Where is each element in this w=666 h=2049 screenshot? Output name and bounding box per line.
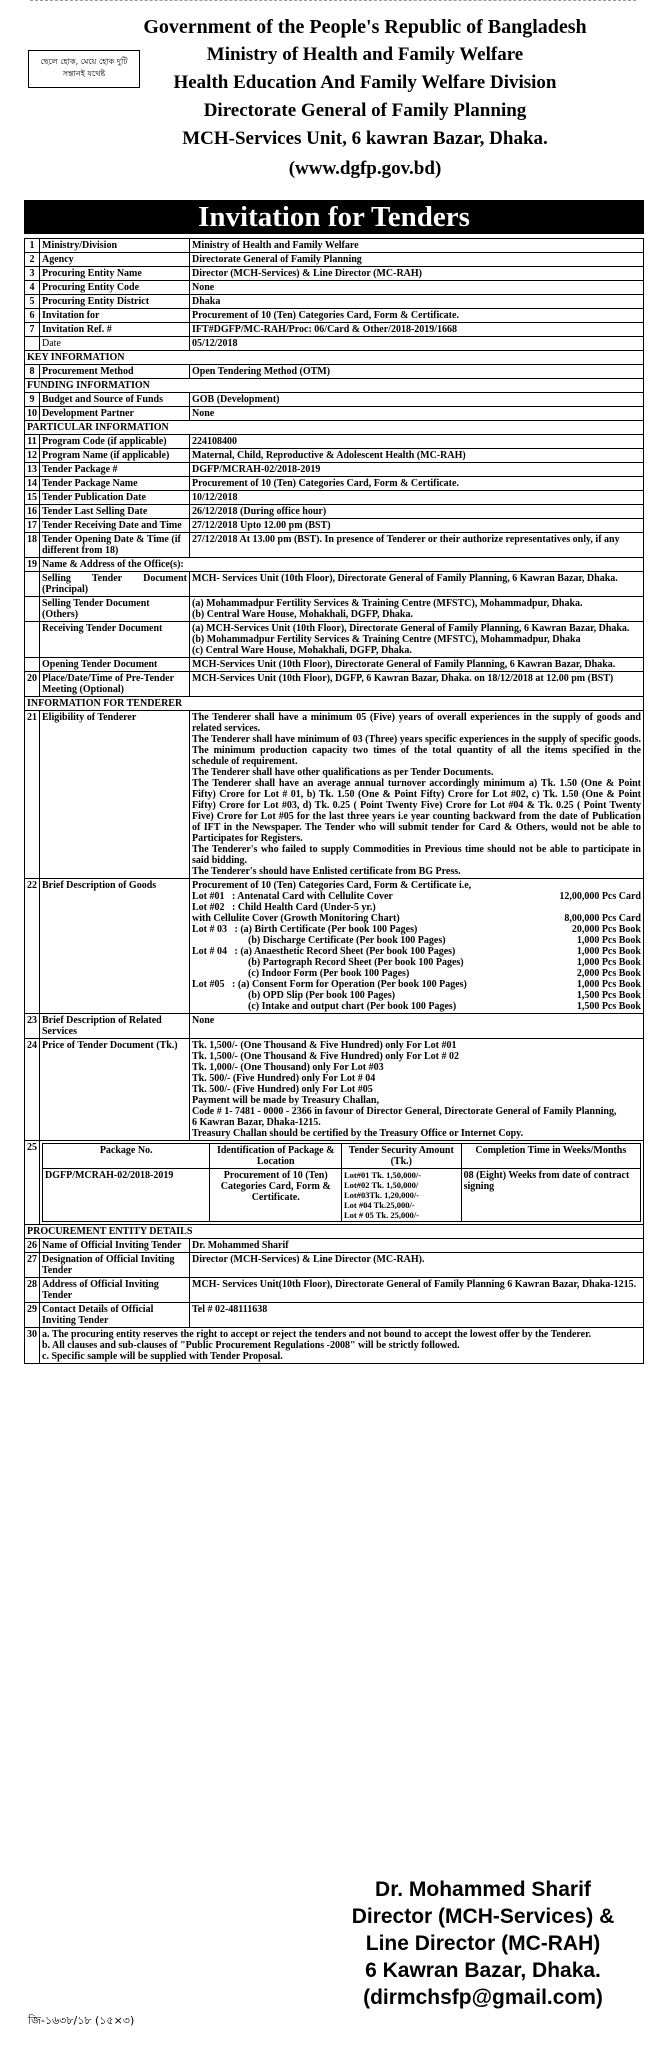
- table-row: [25, 1039, 644, 1141]
- package-number: DGFP/MCRAH-02/2018-2019: [43, 1169, 210, 1222]
- signature-designation-2: Line Director (MC-RAH): [365, 1932, 601, 1955]
- row-label: Ministry/Division: [40, 239, 190, 253]
- row-label: Invitation for: [40, 309, 190, 323]
- row-value: [190, 879, 644, 1014]
- header-website: (www.dgfp.gov.bd): [288, 158, 442, 179]
- table-row: [25, 295, 644, 309]
- package-header: Package No.: [43, 1144, 210, 1169]
- row-value: 26/12/2018 (During office hour): [190, 505, 644, 519]
- price-line: Tk. 1,000/- (One Thousand) only For Lot #03: [192, 1062, 384, 1073]
- row-value: Dr. Mohammed Sharif: [190, 1239, 644, 1253]
- table-row: [25, 365, 644, 379]
- lot-item: : (a) Anaesthetic Record Sheet (Per book 100 Pages): [234, 946, 456, 957]
- top-clipped-strip: [30, 0, 636, 6]
- lot-label: Lot # 03: [192, 924, 227, 935]
- goods-line: [192, 990, 641, 1001]
- value-line: (b) Central Ware House, Mohakhali, DGFP, Dhaka.: [192, 609, 413, 620]
- package-header: Identification of Package & Location: [210, 1144, 342, 1169]
- payment-line: 6 Kawran Bazar, Dhaka-1215.: [192, 1117, 321, 1128]
- row-label: Selling Tender Document (Principal): [40, 572, 190, 597]
- row-number: 12: [25, 449, 40, 463]
- row-number: 7: [25, 323, 40, 337]
- row-number: 14: [25, 477, 40, 491]
- row-number: 29: [25, 1303, 40, 1328]
- security-line: Lot#03Tk. 1,20,000/-: [343, 1190, 420, 1200]
- row-label: Contact Details of Official Inviting Tender: [40, 1303, 190, 1328]
- row-number: [25, 622, 40, 658]
- lot-item: : Antenatal Card with Cellulite Cover: [232, 891, 393, 902]
- page-title: Invitation for Tenders: [24, 200, 644, 234]
- header-directorate: Directorate General of Family Planning: [203, 100, 527, 121]
- table-row: [25, 463, 644, 477]
- row-value: [190, 597, 644, 622]
- table-row: [25, 711, 644, 879]
- eligibility-paragraph: The Tenderer shall have minimum of 03 (Three) years specific experiences in the supply of specific goods. The minimum production capacity two times of the total quantity of all the items specified in the schedule of requirement.: [192, 734, 641, 767]
- section-row: [25, 351, 644, 365]
- lot-qty: 1,500 Pcs Book: [576, 990, 641, 1001]
- tender-security: [341, 1169, 461, 1222]
- row-number: 25: [25, 1141, 40, 1225]
- row-label: Procuring Entity Code: [40, 281, 190, 295]
- row-value: IFT#DGFP/MC-RAH/Proc: 06/Card & Other/2018-2019/1668: [190, 323, 644, 337]
- row-number: 28: [25, 1278, 40, 1303]
- row-number: 24: [25, 1039, 40, 1141]
- row-label: Procurement Method: [40, 365, 190, 379]
- row-number: 6: [25, 309, 40, 323]
- lot-qty: 1,500 Pcs Book: [576, 1001, 641, 1012]
- tender-table: [24, 238, 644, 1364]
- price-line: Tk. 500/- (Five Hundred) only For Lot # 04: [192, 1073, 376, 1084]
- row-value: Tel # 02-48111638: [190, 1303, 644, 1328]
- condition-line: b. All clauses and sub-clauses of "Public Procurement Regulations -2008" will be strictly followed.: [42, 1340, 460, 1351]
- row-number: [25, 658, 40, 672]
- package-data-row: [43, 1169, 641, 1222]
- section-row: [25, 1225, 644, 1239]
- table-row: [25, 239, 644, 253]
- security-line: Lot#01 Tk. 1,50,000/-: [343, 1170, 422, 1180]
- header-unit: MCH-Services Unit, 6 kawran Bazar, Dhaka.: [182, 128, 548, 149]
- lot-label: Lot #05: [192, 979, 225, 990]
- row-value: GOB (Development): [190, 393, 644, 407]
- lot-item: (b) Discharge Certificate (Per book 100 Pages): [248, 935, 446, 946]
- lot-qty: 12,00,000 Pcs Card: [559, 891, 641, 902]
- condition-line: c. Specific sample will be supplied with Tender Proposal.: [42, 1351, 283, 1362]
- goods-line: [192, 979, 641, 990]
- table-row: [25, 597, 644, 622]
- row-label: Tender Last Selling Date: [40, 505, 190, 519]
- section-heading: FUNDING INFORMATION: [25, 379, 644, 393]
- row-label: Tender Opening Date & Time (if different from 18): [40, 533, 190, 558]
- table-row: [25, 1014, 644, 1039]
- package-identification: Procurement of 10 (Ten) Categories Card, Form & Certificate.: [210, 1169, 342, 1222]
- row-label: Name of Official Inviting Tender: [40, 1239, 190, 1253]
- signature-name: Dr. Mohammed Sharif: [375, 1878, 591, 1901]
- row-value: Dhaka: [190, 295, 644, 309]
- package-header: Tender Security Amount (Tk.): [341, 1144, 461, 1169]
- row-number: 21: [25, 711, 40, 879]
- row-value: Procurement of 10 (Ten) Categories Card, Form & Certificate.: [190, 477, 644, 491]
- lot-item: : (a) Birth Certificate (Per book 100 Pages): [234, 924, 418, 935]
- row-value: 05/12/2018: [190, 337, 644, 351]
- row-label: Selling Tender Document (Others): [40, 597, 190, 622]
- row-number: 18: [25, 533, 40, 558]
- lot-item: with Cellulite Cover (Growth Monitoring Chart): [192, 913, 400, 924]
- eligibility-paragraph: The Tenderer's should have Enlisted certificate from BG Press.: [192, 866, 461, 877]
- lot-qty: 20,000 Pcs Book: [571, 924, 641, 935]
- row-label: Opening Tender Document: [40, 658, 190, 672]
- row-label: Place/Date/Time of Pre-Tender Meeting (Optional): [40, 672, 190, 697]
- section-heading: KEY INFORMATION: [25, 351, 644, 365]
- row-label: Eligibility of Tenderer: [40, 711, 190, 879]
- table-row: [25, 558, 644, 572]
- table-row: [25, 879, 644, 1014]
- row-label: Address of Official Inviting Tender: [40, 1278, 190, 1303]
- security-line: Lot #04 Tk.25,000/-: [343, 1200, 415, 1210]
- goods-line: [192, 924, 641, 935]
- section-heading: INFORMATION FOR TENDERER: [25, 697, 644, 711]
- lot-item: : Child Health Card (Under-5 yr.): [232, 902, 376, 913]
- price-line: Tk. 1,500/- (One Thousand & Five Hundred) only For Lot #01: [192, 1040, 457, 1051]
- eligibility-paragraph: The Tenderer shall have a minimum 05 (Five) years of overall experiences in the supply of goods and related services.: [192, 712, 641, 734]
- row-value: None: [190, 1014, 644, 1039]
- row-number: [25, 337, 40, 351]
- table-row: [25, 1278, 644, 1303]
- row-label: Procuring Entity District: [40, 295, 190, 309]
- table-row: [25, 337, 644, 351]
- condition-line: a. The procuring entity reserves the right to accept or reject the tenders and not bound to accept the lowest offer by the Tenderer.: [42, 1329, 592, 1340]
- table-row: [25, 672, 644, 697]
- row-value: DGFP/MCRAH-02/2018-2019: [190, 463, 644, 477]
- row-label: Procuring Entity Name: [40, 267, 190, 281]
- row-number: 30: [25, 1328, 40, 1364]
- row-label: Tender Publication Date: [40, 491, 190, 505]
- eligibility-paragraph: The Tenderer shall have an average annual turnover accordingly minimum a) Tk. 1.50 (One & Point Fifty) Crore for Lot # 01, b) Tk. 1.50 (One & Point Fifty) Crore for Lot #02, c) Tk. 1.50 (One & Point Fifty) Crore for Lot #03, d) Tk. 0.25 ( Point Twenty Five) Crore for Lot #04 & Tk. 0.25 ( Point Twenty Five) Crore for Lot #05 for the last three years i.e year counting backward from the date of Publication of IFT in the Newspaper. The Tender who will submit tender for Card & Others, would not be able to Participates for Registers.: [192, 778, 641, 844]
- goods-line: [192, 935, 641, 946]
- lot-label: Lot # 04: [192, 946, 227, 957]
- table-row: [25, 505, 644, 519]
- row-label: Program Name (if applicable): [40, 449, 190, 463]
- row-value: 27/12/2018 Upto 12.00 pm (BST): [190, 519, 644, 533]
- row-number: 27: [25, 1253, 40, 1278]
- security-line: Lot # 05 Tk. 25,000/-: [343, 1210, 419, 1220]
- row-label: Tender Package Name: [40, 477, 190, 491]
- goods-line: [192, 902, 641, 913]
- row-label: Price of Tender Document (Tk.): [40, 1039, 190, 1141]
- value-line: (a) MCH-Services Unit (10th Floor), Directorate General of Family Planning, 6 Kawran Bazar, Dhaka.: [192, 623, 630, 634]
- goods-line: [192, 891, 641, 902]
- row-value: [190, 711, 644, 879]
- row-value: MCH-Services Unit (10th Floor), DGFP, 6 Kawran Bazar, Dhaka. on 18/12/2018 at 12.00 pm (BST): [190, 672, 644, 697]
- row-value: Procurement of 10 (Ten) Categories Card, Form & Certificate.: [190, 309, 644, 323]
- goods-line: [192, 913, 641, 924]
- row-label: Brief Description of Goods: [40, 879, 190, 1014]
- row-number: 2: [25, 253, 40, 267]
- row-value: 27/12/2018 At 13.00 pm (BST). In presence of Tenderer or their authorize representatives only, if any: [190, 533, 644, 558]
- eligibility-paragraph: The Tenderer shall have other qualifications as per Tender Documents.: [192, 767, 494, 778]
- header-government: Government of the People's Republic of Bangladesh: [143, 16, 587, 38]
- lot-qty: 1,000 Pcs Book: [576, 957, 641, 968]
- goods-line: [192, 1001, 641, 1012]
- section-row: [25, 379, 644, 393]
- publication-code: জি-১৬৩৮/১৮ (১৫×৩): [28, 2014, 135, 2027]
- section-row: [25, 421, 644, 435]
- row-number: 17: [25, 519, 40, 533]
- payment-line: Treasury Challan should be certified by the Treasury Office or Internet Copy.: [192, 1128, 524, 1139]
- table-row: [25, 533, 644, 558]
- completion-time: 08 (Eight) Weeks from date of contract signing: [461, 1169, 640, 1222]
- signature-address: 6 Kawran Bazar, Dhaka.: [365, 1959, 601, 1982]
- lot-item: : (a) Consent Form for Operation (Per book 100 Pages): [232, 979, 467, 990]
- lot-label: Lot #02: [192, 902, 225, 913]
- table-row: [25, 407, 644, 421]
- row-number: 13: [25, 463, 40, 477]
- table-row: [25, 572, 644, 597]
- row-label: Development Partner: [40, 407, 190, 421]
- table-row: [25, 519, 644, 533]
- row-label: Budget and Source of Funds: [40, 393, 190, 407]
- row-value: Maternal, Child, Reproductive & Adolescent Health (MC-RAH): [190, 449, 644, 463]
- table-row: [25, 323, 644, 337]
- section-heading: PROCUREMENT ENTITY DETAILS: [25, 1225, 644, 1239]
- row-number: [25, 572, 40, 597]
- payment-line: Code # 1- 7481 - 0000 - 2366 in favour of Director General, Directorate General of Family Planning,: [192, 1106, 617, 1117]
- row-label: Name & Address of the Office(s):: [40, 558, 644, 572]
- row-label: Tender Receiving Date and Time: [40, 519, 190, 533]
- table-row: [25, 309, 644, 323]
- row-value: [190, 622, 644, 658]
- row-label: Receiving Tender Document: [40, 622, 190, 658]
- row-number: 8: [25, 365, 40, 379]
- table-row: [25, 1239, 644, 1253]
- lot-qty: 8,00,000 Pcs Card: [564, 913, 641, 924]
- section-row: [25, 697, 644, 711]
- goods-line: [192, 946, 641, 957]
- lot-item: (b) Partograph Record Sheet (Per book 100 Pages): [248, 957, 464, 968]
- value-line: (c) Central Ware House, Mohakhali, DGFP, Dhaka.: [192, 645, 412, 656]
- price-line: Tk. 500/- (Five Hundred) only For Lot #05: [192, 1084, 373, 1095]
- signature-designation: Director (MCH-Services) &: [351, 1905, 615, 1928]
- row-label: Agency: [40, 253, 190, 267]
- goods-intro: Procurement of 10 (Ten) Categories Card, Form & Certificate i.e,: [192, 880, 472, 891]
- lot-item: (c) Intake and output chart (Per book 100 Pages): [248, 1001, 457, 1012]
- row-number: 26: [25, 1239, 40, 1253]
- table-row: [25, 477, 644, 491]
- row-number: 16: [25, 505, 40, 519]
- row-value: MCH- Services Unit (10th Floor), Directorate General of Family Planning, 6 Kawran Bazar, Dhaka.: [190, 572, 644, 597]
- row-number: 9: [25, 393, 40, 407]
- signature-email: (dirmchsfp@gmail.com): [363, 1986, 603, 2009]
- row-value: Director (MCH-Services) & Line Director (MC-RAH): [190, 267, 644, 281]
- row-number: 22: [25, 879, 40, 1014]
- row-number: [25, 597, 40, 622]
- row-number: 15: [25, 491, 40, 505]
- lot-qty: 1,000 Pcs Book: [576, 935, 641, 946]
- row-number: 10: [25, 407, 40, 421]
- package-cell: [40, 1141, 644, 1225]
- table-row: [25, 1328, 644, 1364]
- row-value: None: [190, 407, 644, 421]
- eligibility-paragraph: The Tenderer's who failed to supply Commodities in Previous time should not be able to participate in said bidding.: [192, 844, 641, 866]
- value-line: (a) Mohammadpur Fertility Services & Training Centre (MFSTC), Mohammadpur, Dhaka.: [192, 598, 583, 609]
- table-row: [25, 491, 644, 505]
- security-line: Lot#02 Tk. 1,50,000/: [343, 1180, 419, 1190]
- table-row: [25, 449, 644, 463]
- lot-qty: 1,000 Pcs Book: [576, 946, 641, 957]
- row-label: Invitation Ref. #: [40, 323, 190, 337]
- goods-line: [192, 968, 641, 979]
- lot-item: (c) Indoor Form (Per book 100 Pages): [248, 968, 410, 979]
- row-value: Directorate General of Family Planning: [190, 253, 644, 267]
- row-value: MCH- Services Unit(10th Floor), Directorate General of Family Planning 6 Kawran Bazar, Dhaka-1215.: [190, 1278, 644, 1303]
- row-value: [40, 1328, 644, 1364]
- row-number: 1: [25, 239, 40, 253]
- row-label: Tender Package #: [40, 463, 190, 477]
- lot-qty: 1,000 Pcs Book: [576, 979, 641, 990]
- payment-line: Payment will be made by Treasury Challan,: [192, 1095, 379, 1106]
- row-number: 3: [25, 267, 40, 281]
- lot-qty: 2,000 Pcs Book: [576, 968, 641, 979]
- row-value: 10/12/2018: [190, 491, 644, 505]
- row-label: Program Code (if applicable): [40, 435, 190, 449]
- section-heading: PARTICULAR INFORMATION: [25, 421, 644, 435]
- package-table: [42, 1143, 641, 1222]
- value-line: (b) Mohammadpur Fertility Services & Training Centre (MFSTC), Mohammadpur, Dhaka: [192, 634, 581, 645]
- price-line: Tk. 1,500/- (One Thousand & Five Hundred) only For Lot # 02: [192, 1051, 459, 1062]
- row-value: [190, 1039, 644, 1141]
- row-number: 11: [25, 435, 40, 449]
- table-row: [25, 658, 644, 672]
- row-value: Director (MCH-Services) & Line Director (MC-RAH).: [190, 1253, 644, 1278]
- table-row: [25, 622, 644, 658]
- row-value: Open Tendering Method (OTM): [190, 365, 644, 379]
- row-number: 4: [25, 281, 40, 295]
- table-row: [25, 253, 644, 267]
- table-row: [25, 393, 644, 407]
- table-row: [25, 1303, 644, 1328]
- lot-label: Lot #01: [192, 891, 225, 902]
- package-header-row: [43, 1144, 641, 1169]
- goods-line: [192, 957, 641, 968]
- lot-item: (b) OPD Slip (Per book 100 Pages): [248, 990, 396, 1001]
- row-value: Ministry of Health and Family Welfare: [190, 239, 644, 253]
- row-value: None: [190, 281, 644, 295]
- header-ministry: Ministry of Health and Family Welfare: [206, 44, 524, 65]
- package-header: Completion Time in Weeks/Months: [461, 1144, 640, 1169]
- slogan-box: ছেলে হোক, মেয়ে হোক দুটি সন্তানই যথেষ্ট: [28, 50, 140, 88]
- row-number: 20: [25, 672, 40, 697]
- table-row: [25, 281, 644, 295]
- row-value: MCH-Services Unit (10th Floor), Directorate General of Family Planning, 6 Kawran Bazar, Dhaka.: [190, 658, 644, 672]
- table-row: [25, 1141, 644, 1225]
- table-row: [25, 435, 644, 449]
- row-label: Brief Description of Related Services: [40, 1014, 190, 1039]
- table-row: [25, 1253, 644, 1278]
- table-row: [25, 267, 644, 281]
- row-number: 5: [25, 295, 40, 309]
- row-number: 19: [25, 558, 40, 572]
- row-value: 224108400: [190, 435, 644, 449]
- header-division: Health Education And Family Welfare Division: [173, 72, 557, 93]
- row-label: Date: [40, 337, 190, 351]
- row-number: 23: [25, 1014, 40, 1039]
- row-label: Designation of Official Inviting Tender: [40, 1253, 190, 1278]
